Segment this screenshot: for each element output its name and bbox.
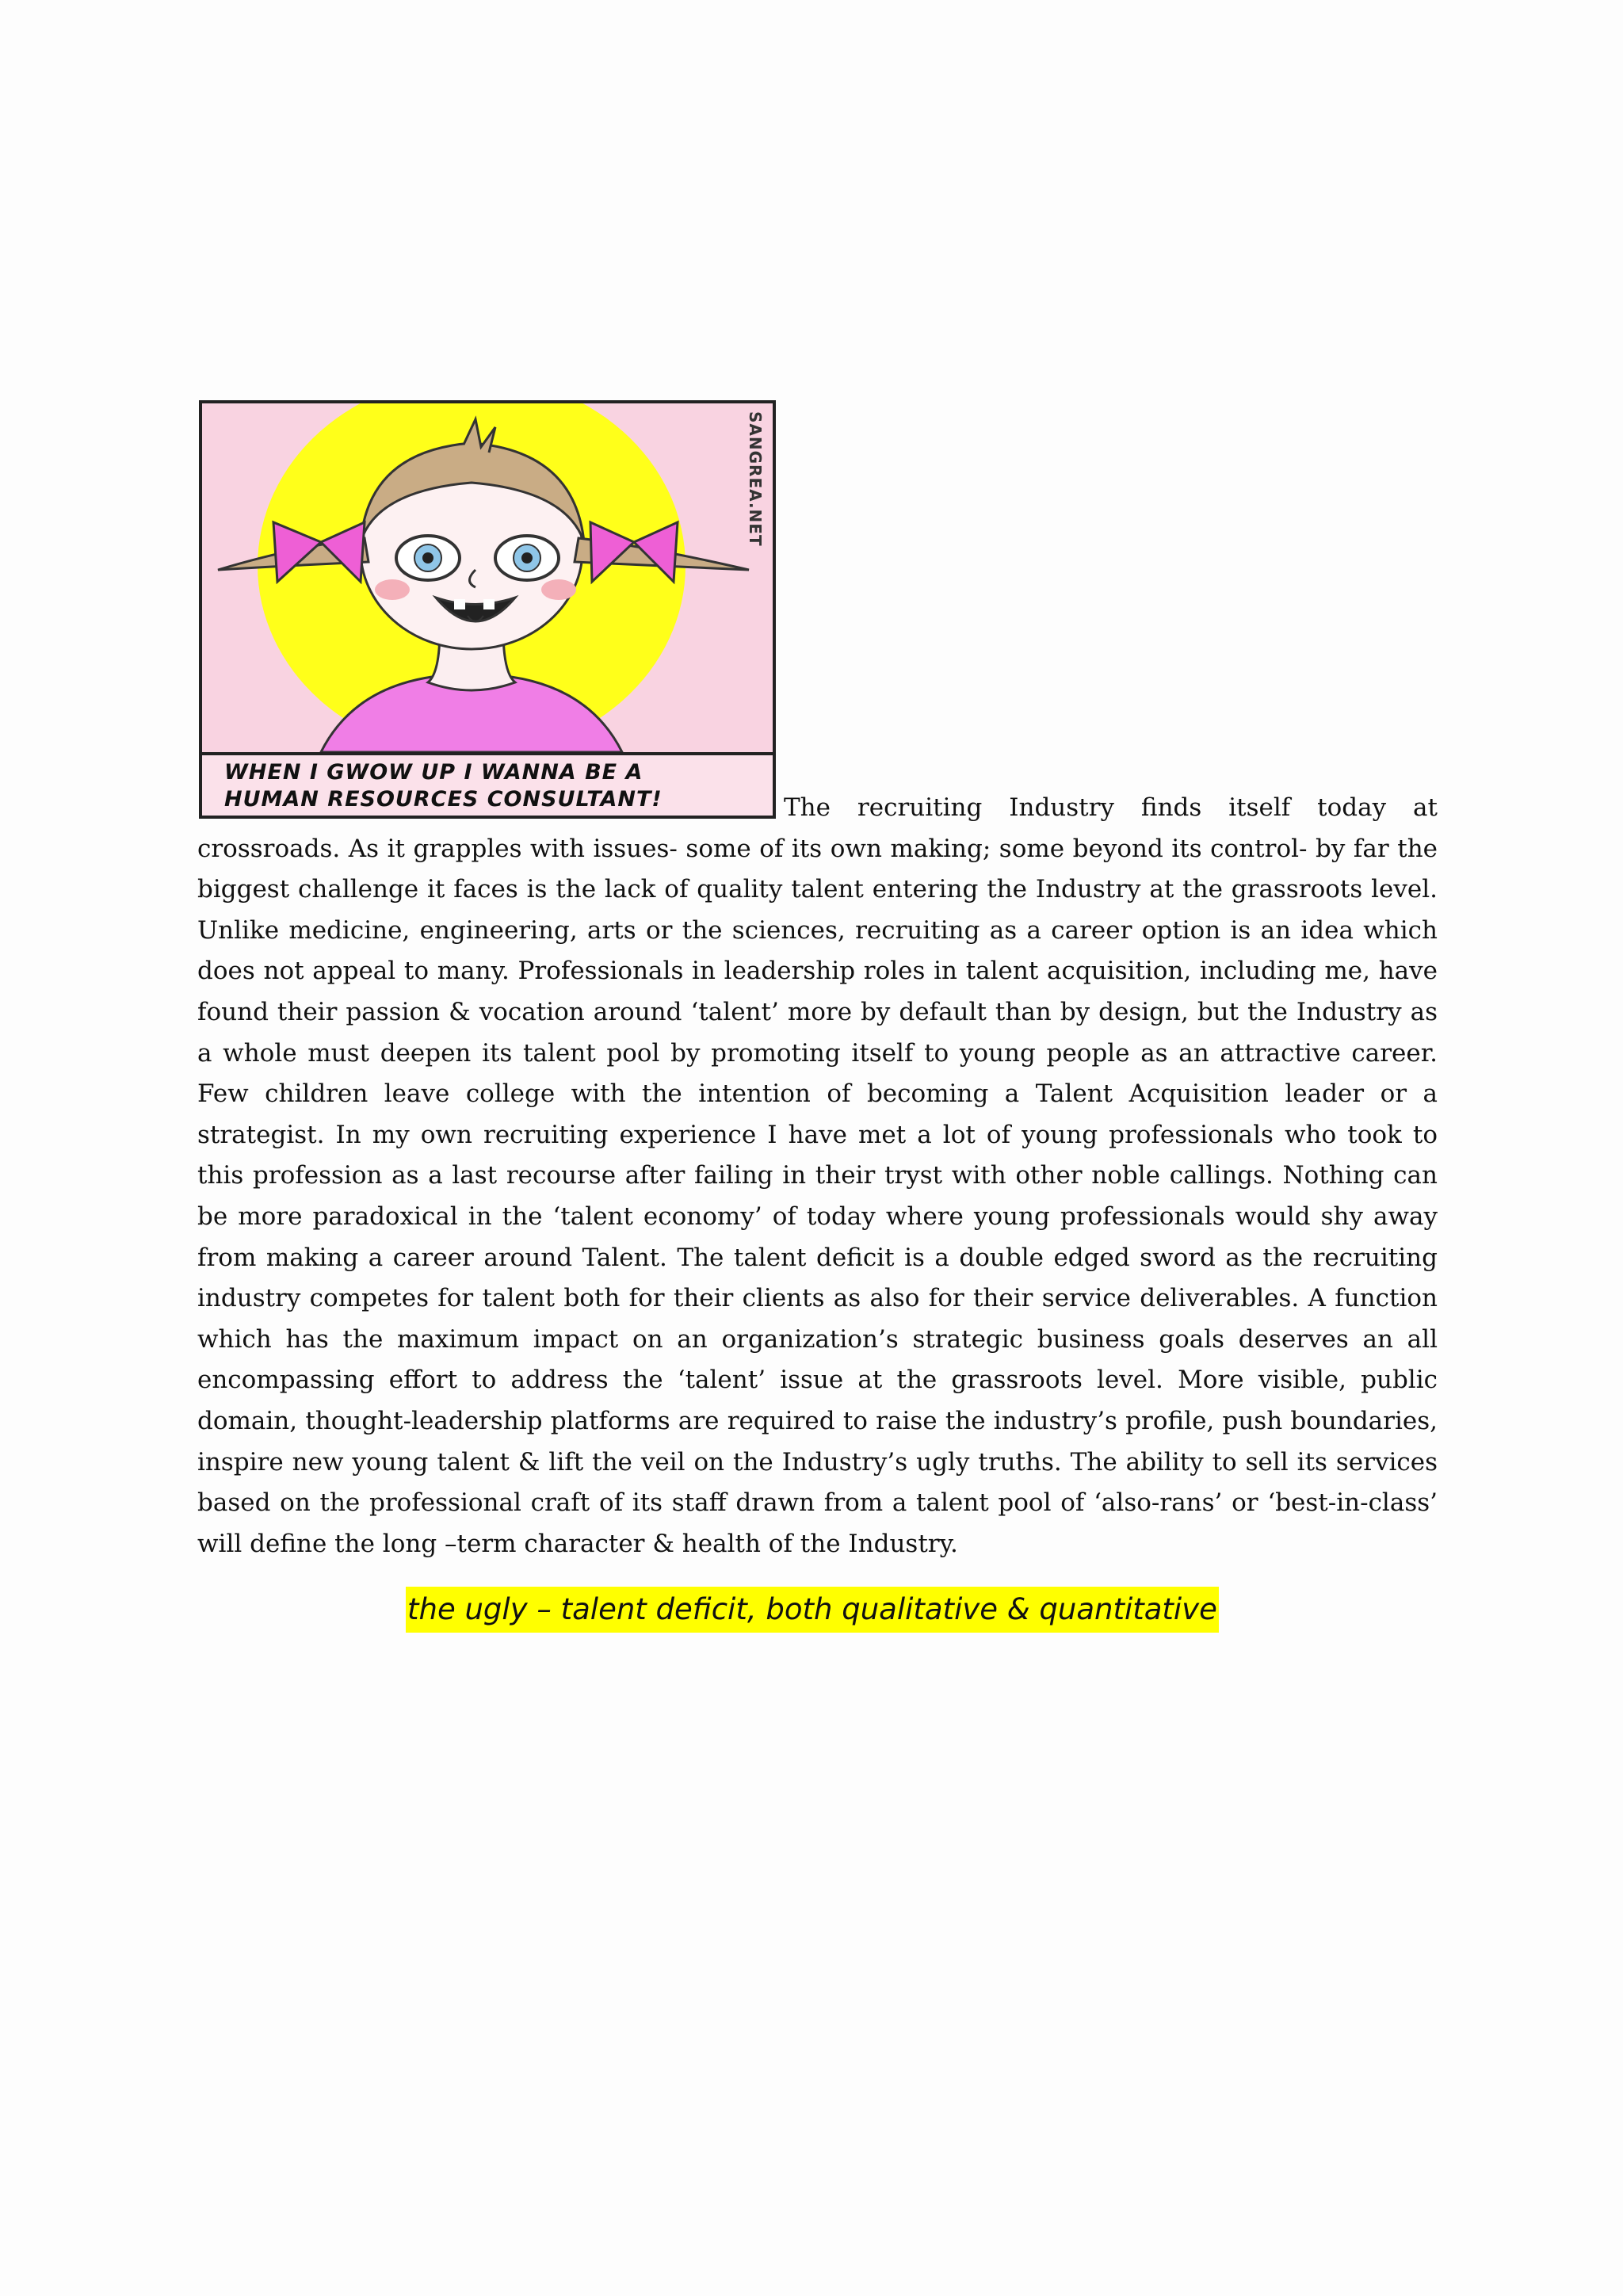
article-body: crossroads. As it grapples with issues- some of its own making; some beyond its control- by far the biggest challenge it faces is the lack of quality talent entering the Industry at the grassroots level. Unlike medicine, engineering, arts or the sciences, recruiting as a career option is an idea which does not appeal to many. Professionals in leadership roles in talent acquisition, including me, have found their passion & vocation around ‘talent’ more by default than by design, but the Industry as a whole must deepen its talent pool by promoting itself to young people as an attractive career. Few children leave college with the intention of becoming a Talent Acquisition leader or a strategist. In my own recruiting experience I have met a lot of young professionals who took to this profession as a last recourse after failing in their tryst with other noble callings. Nothing can be more paradoxical in the ‘talent economy’ of today where young professionals would shy away from making a career around Talent. The talent deficit is a double edged sword as the recruiting industry competes for talent both for their clients as also for their service deliverables. A function which has the maximum impact on an organization’s strategic business goals deserves an all encompassing effort to address the ‘talent’ issue at the grassroots level. More visible, public domain, thought-leadership platforms are required to raise the industry’s profile, push boundaries, inspire new young talent & lift the veil on the Industry’s ugly truths. The ability to sell its services based on the professional craft of its staff drawn from a talent pool of ‘also-rans’ or ‘best-in-class’ will define the long –term character & health of the Industry.	[197, 834, 1438, 1558]
cartoon-caption-line-1: WHEN I GWOW UP I WANNA BE A	[224, 760, 643, 785]
article-paragraph	[197, 788, 1438, 1564]
cartoon-illustration	[199, 400, 776, 819]
highlighted-heading: the ugly – talent deficit, both qualitative & quantitative	[406, 1587, 1219, 1633]
cartoon-caption-line-2: HUMAN RESOURCES CONSULTANT!	[224, 787, 663, 812]
article-first-line: The recruiting Industry finds itself today at	[784, 793, 1438, 822]
cartoon-credit: SANGREA.NET	[746, 411, 765, 547]
